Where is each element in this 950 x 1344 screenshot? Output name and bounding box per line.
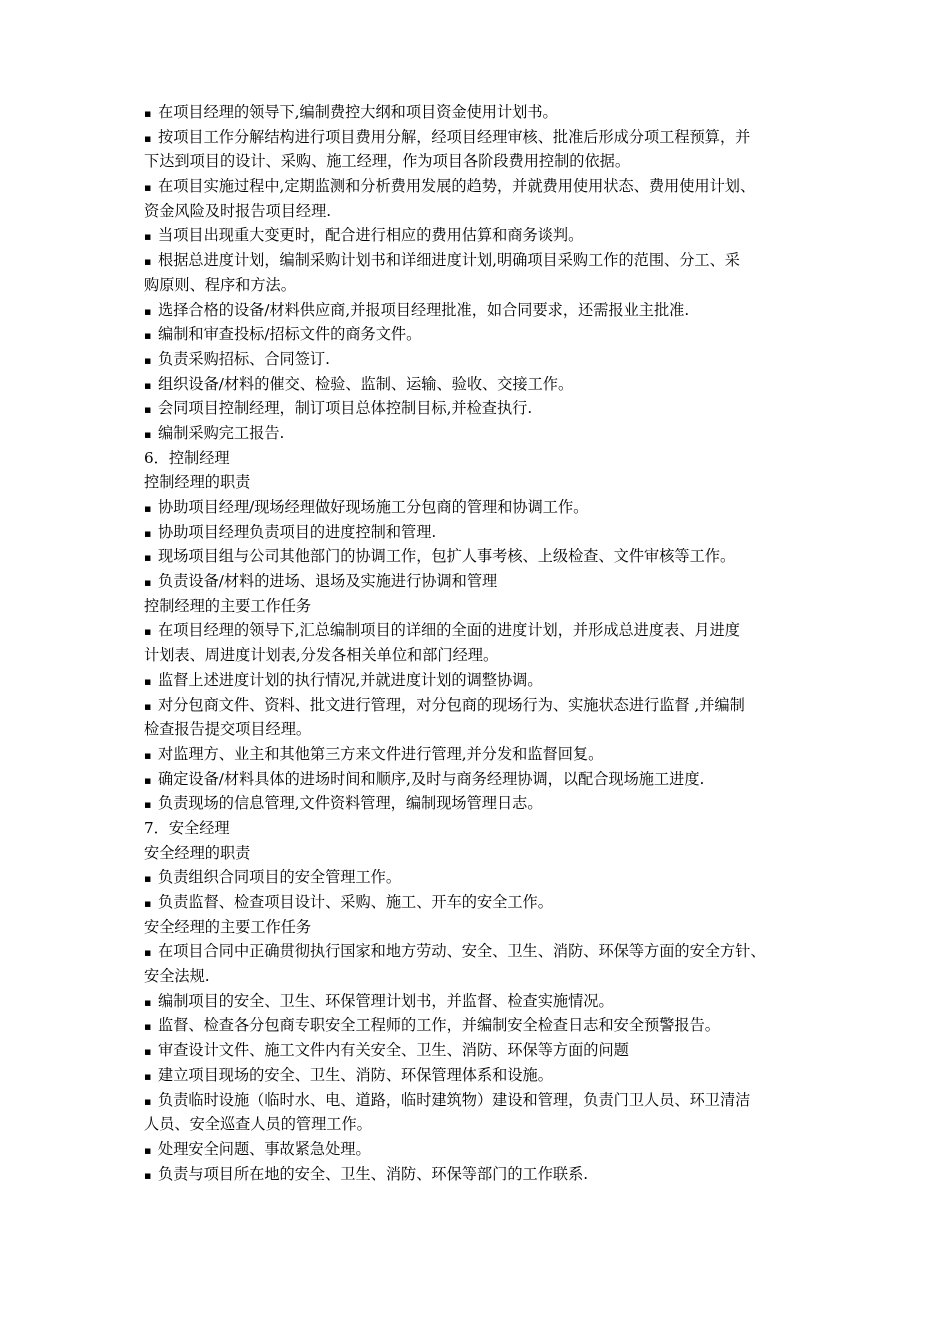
- line-text: 选择合格的设备/材料供应商,并报项目经理批准，如合同要求，还需报业主批准.: [158, 300, 690, 319]
- line-text: 协助项目经理负责项目的进度控制和管理.: [158, 522, 437, 541]
- bullet-line: [144, 1088, 819, 1113]
- text-line: [144, 841, 819, 866]
- bullet-icon: ▪: [144, 502, 152, 515]
- bullet-icon: ▪: [144, 773, 152, 787]
- line-text: 在项目实施过程中,定期监测和分析费用发展的趋势，并就费用使用状态、费用使用计划、: [158, 177, 756, 196]
- bullet-line: [144, 1013, 819, 1038]
- text-line: [144, 964, 819, 989]
- text-line: [144, 470, 819, 495]
- bullet-line: [144, 767, 819, 792]
- line-text: 编制和审查投标/招标文件的商务文件。: [158, 325, 422, 344]
- line-text: 7．安全经理: [144, 818, 230, 837]
- line-text: 在项目合同中正确贯彻执行国家和地方劳动、安全、卫生、消防、环保等方面的安全方针、: [158, 942, 766, 961]
- bullet-icon: ▪: [144, 674, 152, 688]
- line-text: 负责采购招标、合同签订.: [158, 349, 330, 368]
- text-line: [144, 816, 819, 841]
- bullet-line: [144, 396, 819, 421]
- bullet-line: [144, 347, 819, 372]
- line-text: 现场项目组与公司其他部门的协调工作，包扩人事考核、上级检查、文件审核等工作。: [158, 547, 736, 566]
- line-text: 组织设备/材料的催交、检验、监制、运输、验收、交接工作。: [158, 374, 574, 393]
- line-text: 控制经理的职责: [144, 473, 251, 492]
- bullet-line: [144, 791, 819, 816]
- line-text: 安全经理的职责: [144, 843, 251, 862]
- line-text: 对监理方、业主和其他第三方来文件进行管理,并分发和监督回复。: [158, 744, 604, 763]
- bullet-icon: ▪: [144, 1168, 152, 1182]
- line-text: 处理安全问题、事故紧急处理。: [158, 1139, 371, 1158]
- bullet-icon: ▪: [144, 181, 152, 195]
- line-text: 负责现场的信息管理,文件资料管理，编制现场管理日志。: [158, 794, 543, 813]
- bullet-line: [144, 618, 819, 643]
- bullet-icon: ▪: [144, 897, 152, 910]
- bullet-icon: ▪: [144, 304, 152, 318]
- bullet-icon: ▪: [144, 427, 152, 441]
- bullet-line: [144, 693, 819, 718]
- bullet-line: [144, 223, 819, 248]
- text-line: [144, 446, 819, 471]
- bullet-line: [144, 372, 819, 397]
- line-text: 负责设备/材料的进场、退场及实施进行协调和管理: [158, 572, 498, 591]
- bullet-line: [144, 668, 819, 693]
- line-text: 协助项目经理/现场经理做好现场施工分包商的管理和协调工作。: [158, 498, 589, 516]
- line-text: 对分包商文件、资料、批文进行管理，对分包商的现场行为、实施状态进行监督 ,并编制: [158, 695, 745, 714]
- bullet-line: [144, 890, 819, 915]
- text-line: [144, 915, 819, 940]
- text-line: [144, 594, 819, 619]
- bullet-icon: ▪: [144, 748, 152, 762]
- bullet-icon: ▪: [144, 329, 152, 343]
- line-text: 确定设备/材料具体的进场时间和顺序,及时与商务经理协调，以配合现场施工进度.: [158, 769, 705, 788]
- bullet-icon: ▪: [144, 551, 152, 565]
- text-line: [144, 149, 819, 174]
- text-line: [144, 643, 819, 668]
- bullet-icon: ▪: [144, 1094, 152, 1108]
- bullet-line: [144, 742, 819, 767]
- bullet-icon: ▪: [144, 699, 152, 713]
- text-line: [144, 717, 819, 742]
- line-text: 负责组织合同项目的安全管理工作。: [158, 868, 401, 887]
- line-text: 负责临时设施（临时水、电、道路，临时建筑物）建设和管理，负责门卫人员、环卫清洁: [158, 1090, 751, 1109]
- bullet-icon: ▪: [144, 625, 152, 639]
- bullet-icon: ▪: [144, 1045, 152, 1059]
- bullet-icon: ▪: [144, 230, 152, 244]
- bullet-icon: ▪: [144, 131, 152, 145]
- line-text: 6．控制经理: [144, 448, 230, 467]
- line-text: 编制采购完工报告.: [158, 423, 285, 442]
- line-text: 根据总进度计划，编制采购计划书和详细进度计划,明确项目采购工作的范围、分工、采: [158, 251, 740, 270]
- bullet-line: [144, 495, 819, 520]
- bullet-line: [144, 939, 819, 964]
- text-line: [144, 199, 819, 224]
- bullet-icon: ▪: [144, 1069, 152, 1083]
- bullet-line: [144, 989, 819, 1014]
- line-text: 编制项目的安全、卫生、环保管理计划书，并监督、检查实施情况。: [158, 991, 614, 1010]
- line-text: 监督、检查各分包商专职安全工程师的工作，并编制安全检查日志和安全预警报告。: [158, 1016, 720, 1035]
- bullet-icon: ▪: [144, 798, 152, 812]
- line-text: 控制经理的主要工作任务: [144, 596, 312, 615]
- text-line: [144, 1112, 819, 1137]
- bullet-icon: ▪: [144, 107, 152, 120]
- bullet-icon: ▪: [144, 526, 152, 540]
- bullet-icon: ▪: [144, 946, 152, 960]
- line-text: 下达到项目的设计、采购、施工经理，作为项目各阶段费用控制的依据。: [144, 152, 630, 171]
- bullet-icon: ▪: [144, 378, 152, 392]
- line-text: 资金风险及时报告项目经理.: [144, 201, 332, 220]
- bullet-line: [144, 125, 819, 150]
- line-text: 安全经理的主要工作任务: [144, 917, 312, 936]
- bullet-line: [144, 298, 819, 323]
- line-text: 人员、安全巡查人员的管理工作。: [144, 1115, 372, 1134]
- line-text: 检查报告提交项目经理。: [144, 720, 312, 739]
- bullet-line: [144, 174, 819, 199]
- bullet-icon: ▪: [144, 255, 152, 269]
- bullet-icon: ▪: [144, 1143, 152, 1157]
- line-text: 负责与项目所在地的安全、卫生、消防、环保等部门的工作联系.: [158, 1164, 589, 1183]
- line-text: 在项目经理的领导下,汇总编制项目的详细的全面的进度计划，并形成总进度表、月进度: [158, 621, 740, 640]
- bullet-line: [144, 248, 819, 273]
- document-page: [144, 100, 819, 1186]
- line-text: 安全法规.: [144, 967, 210, 986]
- bullet-line: [144, 421, 819, 446]
- line-text: 会同项目控制经理，制订项目总体控制目标,并检查执行.: [158, 399, 533, 418]
- bullet-icon: ▪: [144, 403, 152, 417]
- bullet-line: [144, 520, 819, 545]
- line-text: 负责监督、检查项目设计、采购、施工、开车的安全工作。: [158, 893, 553, 911]
- bullet-icon: ▪: [144, 872, 152, 886]
- bullet-line: [144, 1162, 819, 1187]
- bullet-line: [144, 865, 819, 890]
- bullet-icon: ▪: [144, 576, 152, 590]
- bullet-line: [144, 1038, 819, 1063]
- bullet-line: [144, 322, 819, 347]
- line-text: 建立项目现场的安全、卫生、消防、环保管理体系和设施。: [158, 1065, 553, 1084]
- bullet-icon: ▪: [144, 353, 152, 367]
- text-line: [144, 273, 819, 298]
- bullet-icon: ▪: [144, 995, 152, 1009]
- bullet-line: [144, 569, 819, 594]
- bullet-line: [144, 100, 819, 125]
- bullet-icon: ▪: [144, 1020, 152, 1034]
- line-text: 当项目出现重大变更时，配合进行相应的费用估算和商务谈判。: [158, 226, 584, 245]
- bullet-line: [144, 1063, 819, 1088]
- line-text: 计划表、周进度计划表,分发各相关单位和部门经理。: [144, 646, 499, 665]
- line-text: 审查设计文件、施工文件内有关安全、卫生、消防、环保等方面的问题: [158, 1041, 629, 1060]
- line-text: 按项目工作分解结构进行项目费用分解，经项目经理审核、批准后形成分项工程预算，并: [158, 127, 751, 146]
- bullet-line: [144, 544, 819, 569]
- line-text: 在项目经理的领导下,编制费控大纲和项目资金使用计划书。: [158, 103, 558, 121]
- line-text: 监督上述进度计划的执行情况,并就进度计划的调整协调。: [158, 670, 543, 689]
- line-text: 购原则、程序和方法。: [144, 275, 296, 294]
- bullet-line: [144, 1137, 819, 1162]
